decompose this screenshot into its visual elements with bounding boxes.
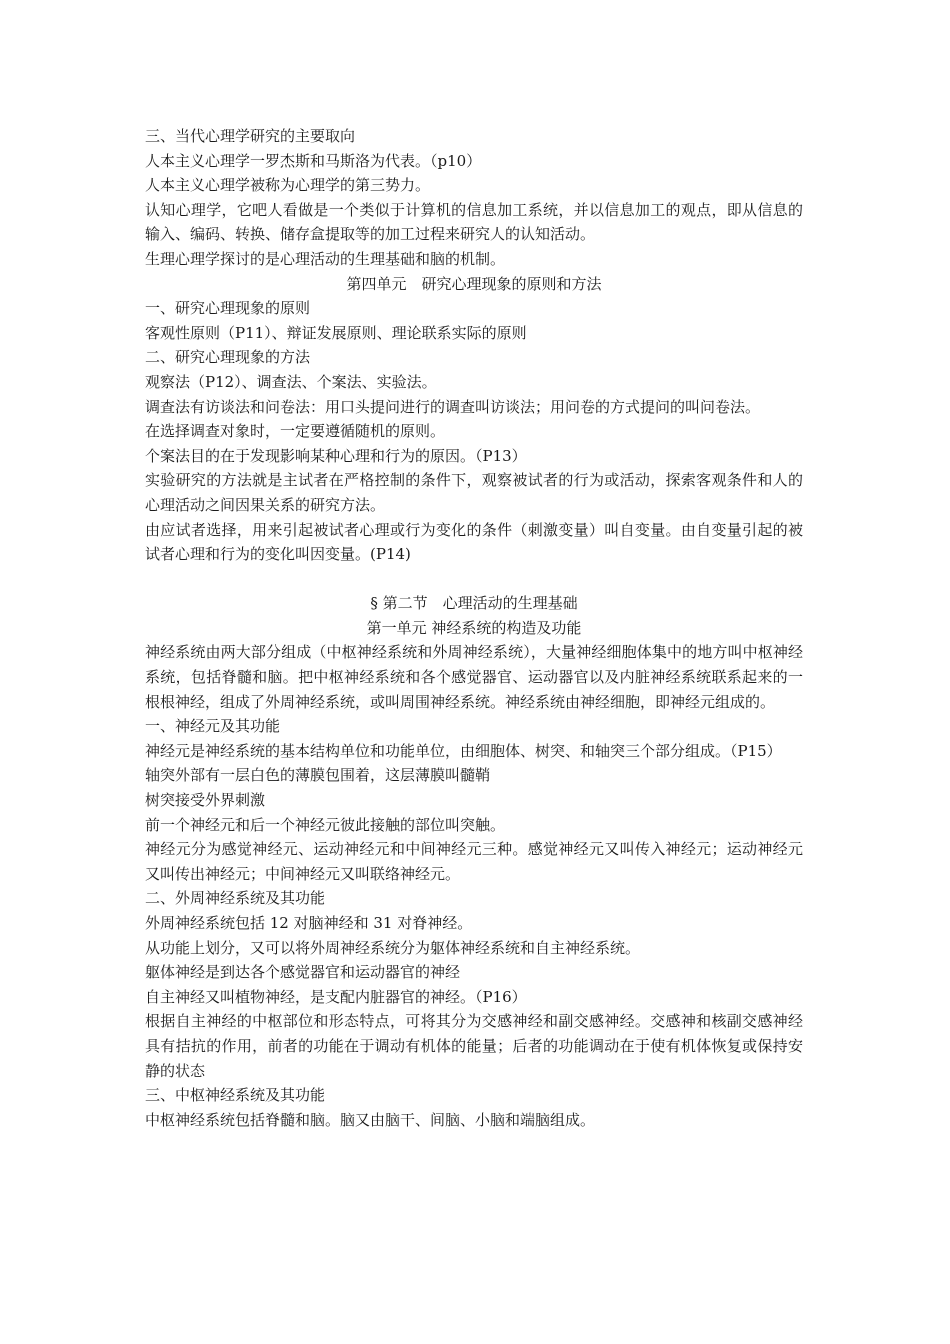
paragraph: 个案法目的在于发现影响某种心理和行为的原因。（P13） [145,446,527,465]
paragraph: 前一个神经元和后一个神经元彼此接触的部位叫突触。 [145,815,506,834]
paragraph: 神经元是神经系统的基本结构单位和功能单位，由细胞体、树突、和轴突三个部分组成。（P15） [145,741,782,760]
paragraph: 实验研究的方法就是主试者在严格控制的条件下，观察被试者的行为或活动，探索客观条件和人的心理活动之间因果关系的研究方法。 [145,471,803,514]
blank-line [145,567,803,592]
paragraph: 一、研究心理现象的原则 [145,299,311,318]
paragraph: 一、神经元及其功能 [145,717,281,736]
section-heading: § 第二节 心理活动的生理基础 [370,594,578,613]
paragraph: 从功能上划分，又可以将外周神经系统分为躯体神经系统和自主神经系统。 [145,938,641,957]
section-heading: 第一单元 神经系统的构造及功能 [366,618,582,637]
paragraph: 三、当代心理学研究的主要取向 [145,127,356,145]
paragraph: 在选择调查对象时，一定要遵循随机的原则。 [145,422,446,441]
paragraph: 观察法（P12）、调查法、个案法、实验法。 [145,372,437,391]
paragraph: 躯体神经是到达各个感觉器官和运动器官的神经 [145,963,461,982]
section-heading: 第四单元 研究心理现象的原则和方法 [346,274,602,293]
paragraph: 人本主义心理学一罗杰斯和马斯洛为代表。（p10） [145,151,482,170]
document-body [145,124,803,1132]
paragraph: 中枢神经系统包括脊髓和脑。脑又由脑干、间脑、小脑和端脑组成。 [145,1110,596,1129]
paragraph: 三、中枢神经系统及其功能 [145,1086,326,1105]
paragraph: 客观性原则（P11）、辩证发展原则、理论联系实际的原则 [145,323,527,342]
paragraph: 人本主义心理学被称为心理学的第三势力。 [145,176,431,195]
paragraph: 外周神经系统包括 12 对脑神经和 31 对脊神经。 [145,914,473,932]
paragraph: 树突接受外界刺激 [145,791,266,810]
paragraph: 调查法有访谈法和问卷法：用口头提问进行的调查叫访谈法；用问卷的方式提问的叫问卷法。 [145,397,761,416]
paragraph: 二、研究心理现象的方法 [145,348,311,367]
paragraph: 自主神经又叫植物神经，是支配内脏器官的神经。（P16） [145,987,527,1006]
paragraph: 神经元分为感觉神经元、运动神经元和中间神经元三种。感觉神经元又叫传入神经元；运动神经元又叫传出神经元；中间神经元又叫联络神经元。 [145,840,803,883]
paragraph: 生理心理学探讨的是心理活动的生理基础和脑的机制。 [145,249,506,268]
paragraph: 由应试者选择，用来引起被试者心理或行为变化的条件（刺激变量）叫自变量。由自变量引起的被试者心理和行为的变化叫因变量。(P14) [145,520,803,564]
paragraph: 二、外周神经系统及其功能 [145,889,326,908]
paragraph: 轴突外部有一层白色的薄膜包围着，这层薄膜叫髓鞘 [145,766,491,785]
paragraph: 神经系统由两大部分组成（中枢神经系统和外周神经系统），大量神经细胞体集中的地方叫中枢神经系统，包括脊髓和脑。把中枢神经系统和各个感觉器官、运动器官以及内脏神经系统联系起来的一根根神经，组成了外周神经系统，或叫周围神经系统。神经系统由神经细胞，即神经元组成的。 [145,643,803,711]
paragraph: 认知心理学，它吧人看做是一个类似于计算机的信息加工系统，并以信息加工的观点，即从信息的输入、编码、转换、储存盒提取等的加工过程来研究人的认知活动。 [145,200,803,244]
paragraph: 根据自主神经的中枢部位和形态特点，可将其分为交感神经和副交感神经。交感神和核副交感神经具有拮抗的作用，前者的功能在于调动有机体的能量；后者的功能调动在于使有机体恢复或保持安静的状态 [145,1012,803,1080]
